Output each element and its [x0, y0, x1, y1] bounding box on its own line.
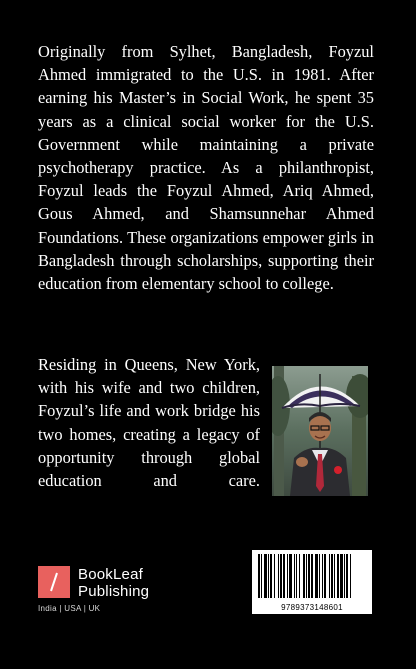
- barcode-bar: [319, 554, 320, 598]
- barcode-icon: [252, 550, 372, 602]
- publisher-regions: India | USA | UK: [38, 604, 101, 613]
- barcode-bar: [296, 554, 297, 598]
- barcode-bar: [299, 554, 300, 598]
- barcode-bar: [274, 554, 275, 598]
- barcode-bar: [346, 554, 348, 598]
- publisher-name-line-1: BookLeaf: [78, 566, 143, 583]
- barcode-bar: [331, 554, 333, 598]
- barcode-bar: [289, 554, 292, 598]
- author-bio-paragraph-2: Residing in Queens, New York, with his wife and two children, Foyzul’s life and work bridge his two homes, creating a legacy of opportunity through global education and care.: [38, 355, 260, 491]
- barcode-bar: [294, 554, 295, 598]
- author-bio-paragraph-1: Originally from Sylhet, Bangladesh, Foyzul Ahmed immigrated to the U.S. in 1981. After earning his Master’s in Social Work, he spent 35 years as a clinical social worker for the U.S. Government while maintaining a private psychotherapy practice. As a philanthropist, Foyzul leads the Foyzul Ahmed, Ariq Ahmed, Gous Ahmed, and Shamsunnehar Ahmed Foundations. These organizations empower girls in Bangladesh through scholarships, supporting their education from elementary school to college.: [38, 42, 374, 294]
- barcode-bar: [350, 554, 351, 598]
- barcode-bar: [280, 554, 282, 598]
- barcode-bar: [287, 554, 288, 598]
- barcode-bar: [264, 554, 267, 598]
- barcode-bar: [322, 554, 323, 598]
- barcode-bar: [268, 554, 269, 598]
- barcode-bar: [306, 554, 307, 598]
- barcode-bar: [334, 554, 335, 598]
- barcode-bar: [311, 554, 313, 598]
- barcode-bar: [261, 554, 262, 598]
- publisher-name-line-2: Publishing: [78, 583, 150, 600]
- publisher-logo: [38, 566, 198, 616]
- barcode-bar: [258, 554, 260, 598]
- author-photo: [272, 366, 368, 496]
- barcode-bar: [329, 554, 330, 598]
- barcode-bar: [308, 554, 310, 598]
- publisher-name: [78, 566, 149, 600]
- isbn-number: 9789373148601: [281, 603, 343, 612]
- barcode-bar: [324, 554, 326, 598]
- barcode-bar: [315, 554, 318, 598]
- barcode-bar: [278, 554, 279, 598]
- barcode-bar: [283, 554, 285, 598]
- slash-mark-icon: [38, 566, 70, 598]
- barcode-bar: [337, 554, 339, 598]
- author-portrait-icon: [272, 366, 368, 496]
- barcode-bar: [344, 554, 345, 598]
- barcode-bar: [270, 554, 272, 598]
- isbn-barcode: [252, 550, 372, 614]
- barcode-bar: [303, 554, 305, 598]
- barcode-bar: [340, 554, 343, 598]
